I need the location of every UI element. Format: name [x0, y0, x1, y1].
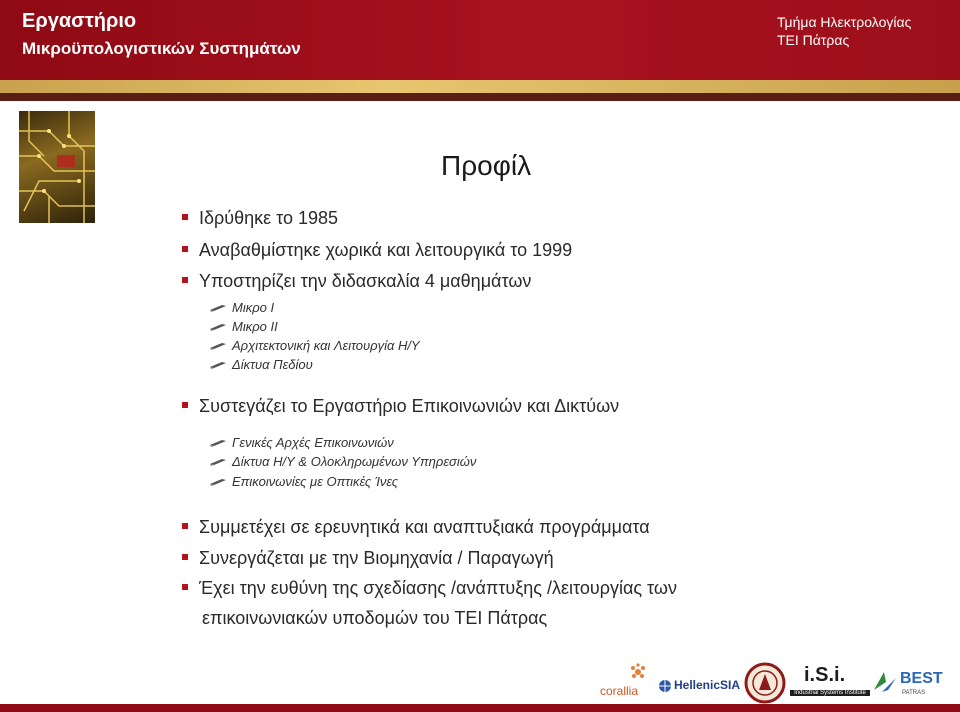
corallia-logo	[598, 662, 652, 702]
course-text: Μικρο ΙΙ	[232, 319, 278, 334]
course-text: Επικοινωνίες με Οπτικές Ίνες	[232, 474, 399, 489]
bullet-item	[182, 548, 554, 569]
hosted-course-item	[210, 454, 476, 470]
pen-bullet-icon	[210, 357, 226, 372]
hellenicsia-logo	[658, 676, 741, 696]
square-bullet-icon	[182, 402, 188, 408]
isi-text: i.S.i.	[804, 664, 846, 686]
bullet-text: Υποστηρίζει την διδασκαλία 4 μαθημάτων	[199, 271, 532, 291]
square-bullet-icon	[182, 554, 188, 560]
partner-logos	[590, 660, 960, 704]
course-text: Δίκτυα Πεδίου	[232, 357, 313, 372]
corallia-text: corallia	[600, 684, 639, 698]
best-logo	[872, 666, 952, 704]
department-line2: ΤΕΙ Πάτρας	[777, 32, 850, 48]
pen-bullet-icon	[210, 435, 226, 450]
course-text: Γενικές Αρχές Επικοινωνιών	[232, 435, 394, 450]
square-bullet-icon	[182, 277, 188, 283]
pen-bullet-icon	[210, 474, 226, 489]
course-item	[210, 319, 278, 335]
square-bullet-icon	[182, 214, 188, 220]
hosted-course-item	[210, 435, 394, 451]
pen-bullet-icon	[210, 319, 226, 334]
best-text: BEST	[900, 670, 943, 687]
pen-bullet-icon	[210, 454, 226, 469]
lab-title-line1: Εργαστήριο	[22, 10, 137, 32]
bullet-text: Συστεγάζει το Εργαστήριο Επικοινωνιών και Δικτύων	[199, 396, 620, 416]
lab-title-line2: Μικροϋπολογιστικών Συστημάτων	[22, 39, 301, 58]
pen-bullet-icon	[210, 338, 226, 353]
gold-divider	[0, 80, 960, 93]
bullet-item	[182, 240, 572, 261]
course-text: Αρχιτεκτονική και Λειτουργία Η/Υ	[232, 338, 420, 353]
square-bullet-icon	[182, 584, 188, 590]
circuit-board-image	[19, 111, 95, 223]
course-item	[210, 300, 274, 316]
university-seal-logo	[744, 662, 786, 704]
bullet-text: Ιδρύθηκε το 1985	[199, 208, 339, 228]
bullet-item	[182, 517, 650, 538]
isi-subtitle: Industrial Systems Institute	[790, 690, 870, 696]
hellenicsia-globe-icon	[658, 679, 672, 693]
course-item	[210, 338, 420, 354]
square-bullet-icon	[182, 246, 188, 252]
seal-icon	[744, 662, 786, 704]
course-text: Μικρο Ι	[232, 300, 275, 315]
bullet-text: Συμμετέχει σε ερευνητικά και αναπτυξιακά προγράμματα	[199, 517, 650, 537]
dark-divider	[0, 93, 960, 101]
course-item	[210, 357, 313, 373]
department-line1: Τμήμα Ηλεκτρολογίας	[777, 14, 912, 30]
bullet-item	[182, 578, 677, 599]
bullet-item	[182, 396, 619, 417]
bullet-item	[182, 208, 338, 229]
header-banner	[0, 0, 960, 80]
bullet-item	[182, 271, 531, 292]
pen-bullet-icon	[210, 300, 226, 315]
square-bullet-icon	[182, 523, 188, 529]
footer-bar	[0, 704, 960, 712]
best-subtitle: PATRAS	[902, 690, 926, 696]
hellenicsia-text: HellenicSIA	[674, 678, 741, 692]
best-bird-icon	[872, 670, 898, 696]
hosted-course-item	[210, 474, 398, 490]
bullet-text: Αναβαθμίστηκε χωρικά και λειτουργικά το 1999	[199, 240, 573, 260]
page-title: Προφίλ	[441, 150, 532, 181]
bullet-text: Έχει την ευθύνη της σχεδίασης /ανάπτυξης /λειτουργίας των	[199, 578, 677, 598]
bullet-continuation: επικοινωνιακών υποδομών του ΤΕΙ Πάτρας	[202, 608, 548, 628]
bullet-text: Συνεργάζεται με την Βιομηχανία / Παραγωγή	[199, 548, 554, 568]
isi-logo	[790, 664, 870, 704]
course-text: Δίκτυα Η/Υ & Ολοκληρωμένων Υπηρεσιών	[232, 454, 477, 469]
